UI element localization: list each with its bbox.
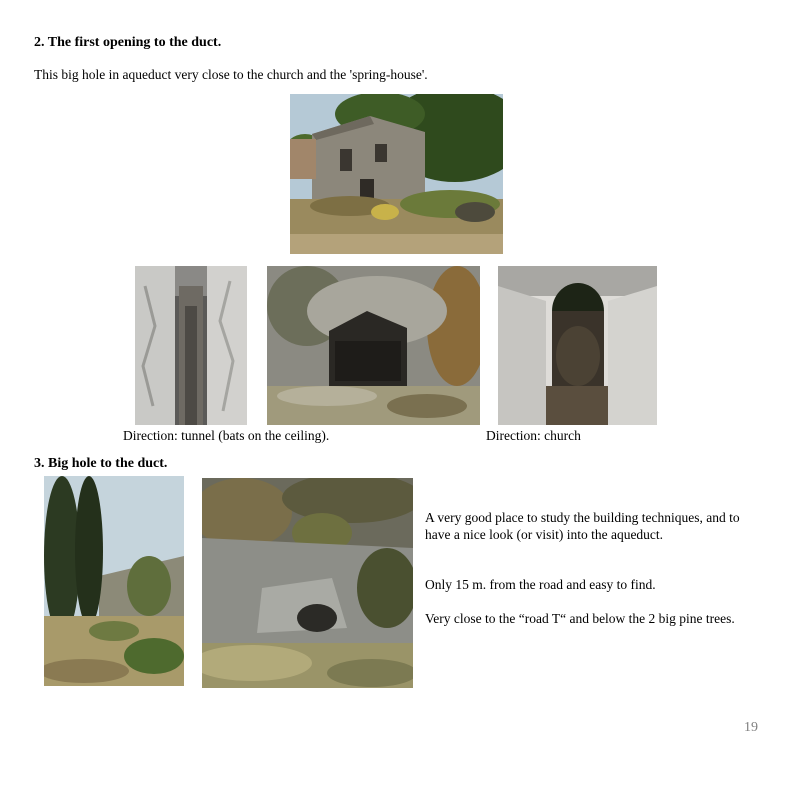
- section-3-heading: 3. Big hole to the duct.: [34, 456, 168, 471]
- big-hole-photo: [202, 478, 413, 688]
- church-direction-photo: [498, 266, 657, 425]
- section-2-intro: This big hole in aqueduct very close to the church and the 'spring-house'.: [34, 67, 428, 82]
- spring-house-photo: [290, 94, 503, 254]
- tunnel-direction-photo: [135, 266, 247, 425]
- section-3-paragraph-3: Very close to the “road T“ and below the 2 big pine trees.: [425, 611, 735, 626]
- opening-photo: [267, 266, 480, 425]
- section-2-heading: 2. The first opening to the duct.: [34, 35, 222, 50]
- section-3-paragraph-2: Only 15 m. from the road and easy to find.: [425, 577, 656, 592]
- caption-tunnel: Direction: tunnel (bats on the ceiling).: [123, 428, 330, 443]
- caption-church: Direction: church: [486, 428, 581, 443]
- pine-trees-photo: [44, 476, 184, 686]
- page-number: 19: [744, 720, 758, 735]
- section-3-paragraph-1: A very good place to study the building techniques, and to have a nice look (or visit) into the aqueduct.: [425, 510, 740, 542]
